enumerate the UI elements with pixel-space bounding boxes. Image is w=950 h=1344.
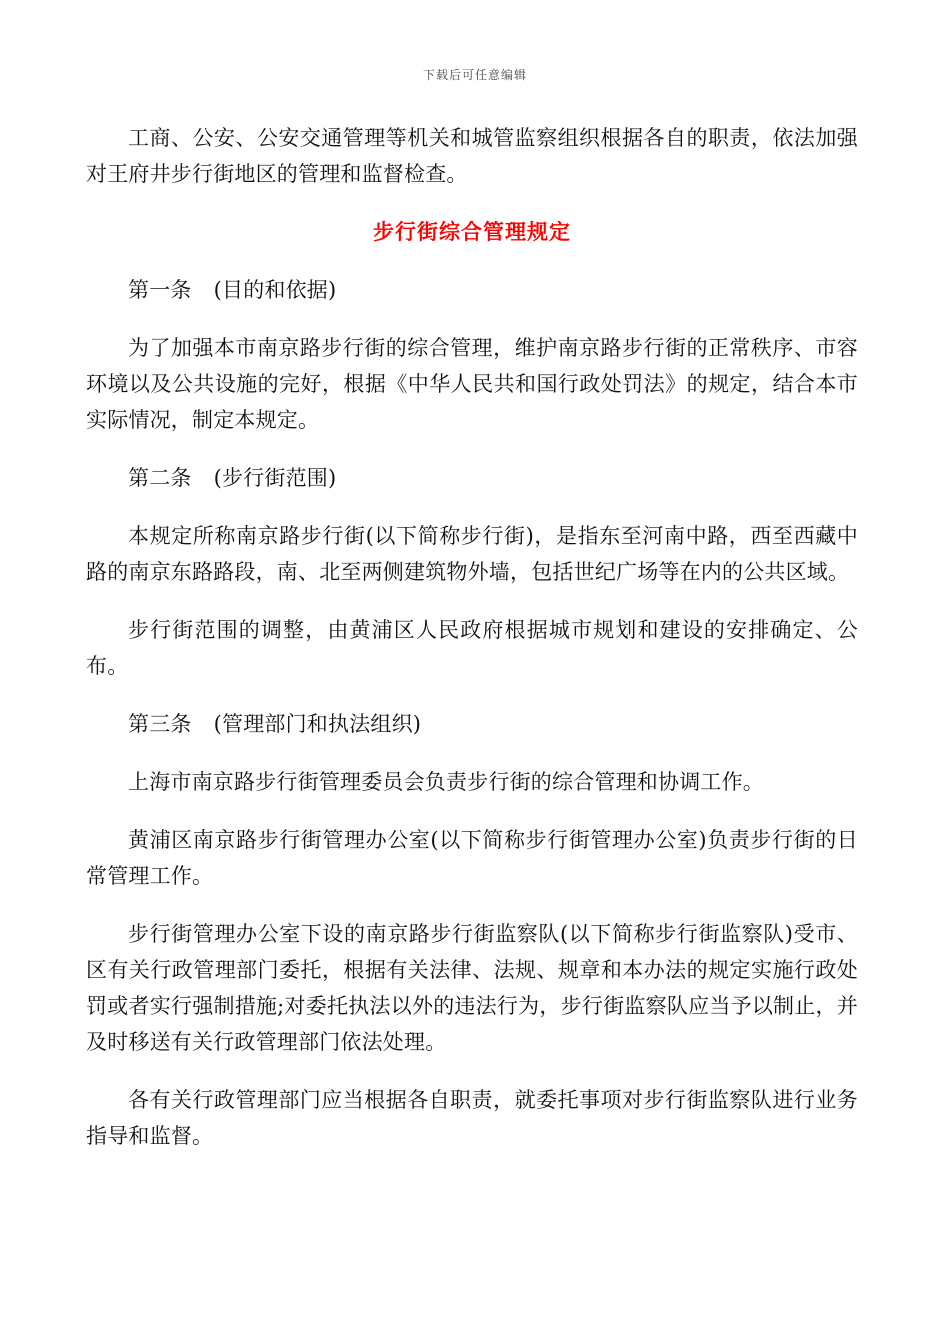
article-3-title: (管理部门和执法组织) (213, 712, 422, 736)
article-2-number: 第二条 (128, 466, 192, 490)
article-2-heading (86, 460, 858, 496)
article-3-heading (86, 706, 858, 742)
article-1-paragraph-1: 为了加强本市南京路步行街的综合管理，维护南京路步行街的正常秩序、市容环境以及公共设施的完好，根据《中华人民共和国行政处罚法》的规定，结合本市实际情况，制定本规定。 (86, 336, 858, 432)
article-2-title: (步行街范围) (213, 466, 337, 490)
intro-paragraph: 工商、公安、公安交通管理等机关和城管监察组织根据各自的职责，依法加强对王府井步行街地区的管理和监督检查。 (86, 126, 858, 186)
article-2-paragraph-2: 步行街范围的调整，由黄浦区人民政府根据城市规划和建设的安排确定、公布。 (86, 618, 858, 678)
article-3-number: 第三条 (128, 712, 192, 736)
document-body (86, 120, 858, 1176)
article-2-paragraph-1: 本规定所称南京路步行街(以下简称步行街)，是指东至河南中路，西至西藏中路的南京东路路段，南、北至两侧建筑物外墙，包括世纪广场等在内的公共区域。 (86, 524, 858, 584)
article-3-paragraph-3: 步行街管理办公室下设的南京路步行街监察队(以下简称步行街监察队)受市、区有关行政管理部门委托，根据有关法律、法规、规章和本办法的规定实施行政处罚或者实行强制措施;对委托执法以外的违法行为，步行街监察队应当予以制止，并及时移送有关行政管理部门依法处理。 (86, 922, 858, 1054)
article-1-number: 第一条 (128, 278, 192, 302)
document-title: 步行街综合管理规定 (373, 219, 571, 244)
article-3-paragraph-2: 黄浦区南京路步行街管理办公室(以下简称步行街管理办公室)负责步行街的日常管理工作。 (86, 828, 858, 888)
article-3-paragraph-1: 上海市南京路步行街管理委员会负责步行街的综合管理和协调工作。 (128, 770, 764, 794)
article-1-title: (目的和依据) (213, 278, 337, 302)
page-header: 下载后可任意编辑 (422, 68, 527, 82)
article-3-paragraph-4: 各有关行政管理部门应当根据各自职责，就委托事项对步行街监察队进行业务指导和监督。 (86, 1088, 858, 1148)
article-1-heading (86, 272, 858, 308)
